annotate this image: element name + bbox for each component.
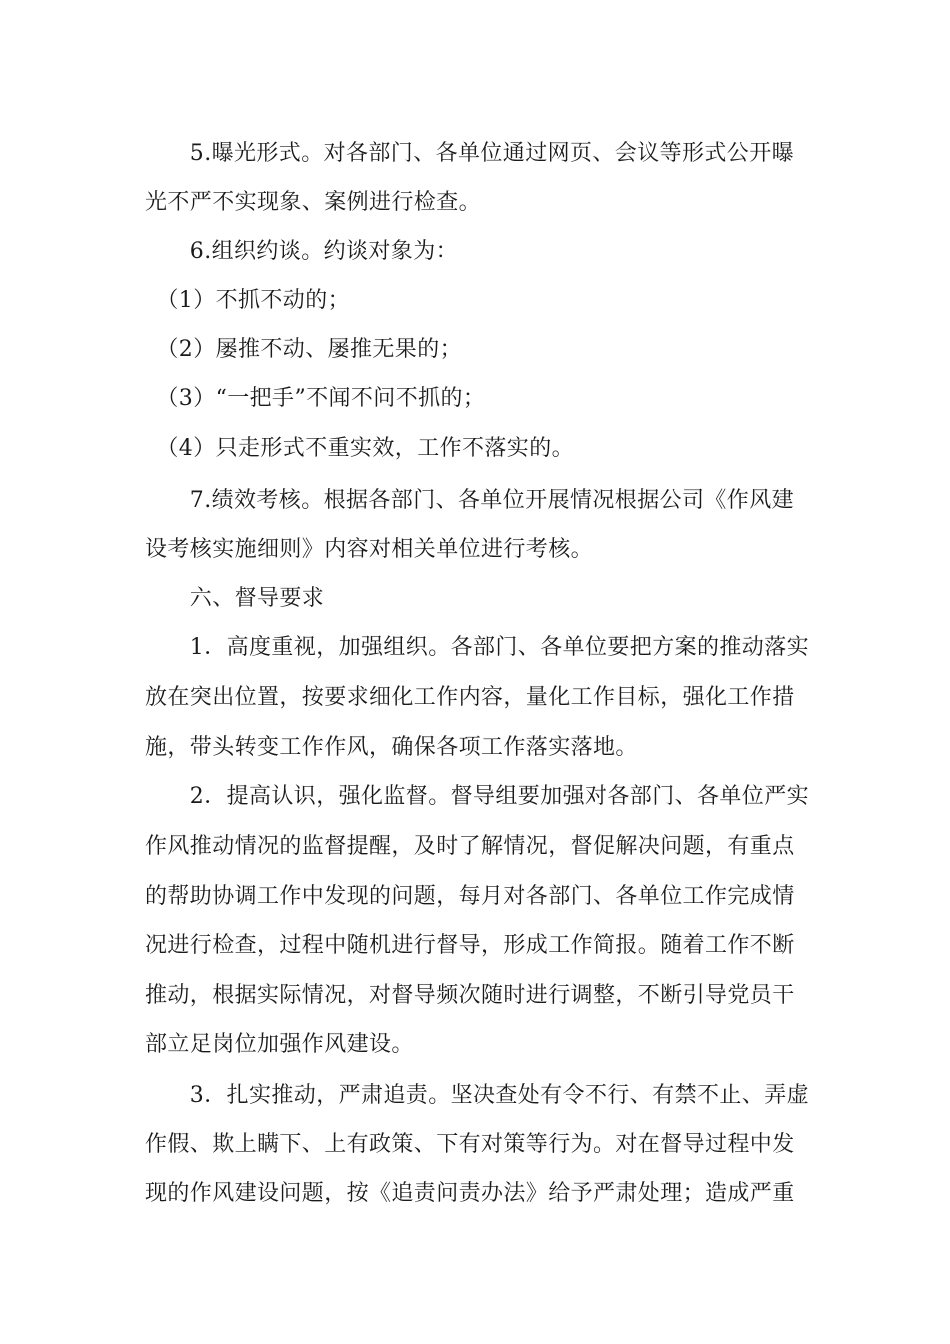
text-line: 7.绩效考核。根据各部门、各单位开展情况根据公司《作风建 bbox=[145, 488, 794, 513]
text-line: 3．扎实推动，严肃追责。坚决查处有令不行、有禁不止、弄虚 bbox=[145, 1083, 809, 1108]
text-line: 设考核实施细则》内容对相关单位进行考核。 bbox=[145, 537, 594, 562]
text-line: 光不严不实现象、案例进行检查。 bbox=[145, 190, 482, 215]
text-line: 5.曝光形式。对各部门、各单位通过网页、会议等形式公开曝 bbox=[145, 141, 794, 166]
text-line: 放在突出位置，按要求细化工作内容，量化工作目标，强化工作措 bbox=[145, 685, 795, 710]
text-line: 6.组织约谈。约谈对象为： bbox=[145, 239, 458, 264]
text-line: （3）“一把手”不闻不问不抓的； bbox=[145, 386, 486, 411]
text-line: 2．提高认识，强化监督。督导组要加强对各部门、各单位严实 bbox=[145, 784, 809, 809]
text-line: 推动，根据实际情况，对督导频次随时进行调整，不断引导党员干 bbox=[145, 983, 795, 1008]
text-line: 部立足岗位加强作风建设。 bbox=[145, 1032, 414, 1057]
text-line: 1．高度重视，加强组织。各部门、各单位要把方案的推动落实 bbox=[145, 635, 809, 660]
text-line: 作风推动情况的监督提醒，及时了解情况，督促解决问题，有重点 bbox=[145, 834, 795, 859]
text-line: 况进行检查，过程中随机进行督导，形成工作简报。随着工作不断 bbox=[145, 933, 795, 958]
text-line: （4）只走形式不重实效，工作不落实的。 bbox=[145, 436, 574, 461]
text-line: 作假、欺上瞒下、上有政策、下有对策等行为。对在督导过程中发 bbox=[145, 1132, 795, 1157]
text-line: （1）不抓不动的； bbox=[145, 288, 350, 313]
text-line: 现的作风建设问题，按《追责问责办法》给予严肃处理；造成严重 bbox=[145, 1181, 795, 1206]
text-line: 的帮助协调工作中发现的问题，每月对各部门、各单位工作完成情 bbox=[145, 884, 795, 909]
text-line: 施，带头转变工作作风，确保各项工作落实落地。 bbox=[145, 735, 638, 760]
text-line: （2）屡推不动、屡推无果的； bbox=[145, 337, 462, 362]
section-heading: 六、督导要求 bbox=[145, 586, 325, 611]
